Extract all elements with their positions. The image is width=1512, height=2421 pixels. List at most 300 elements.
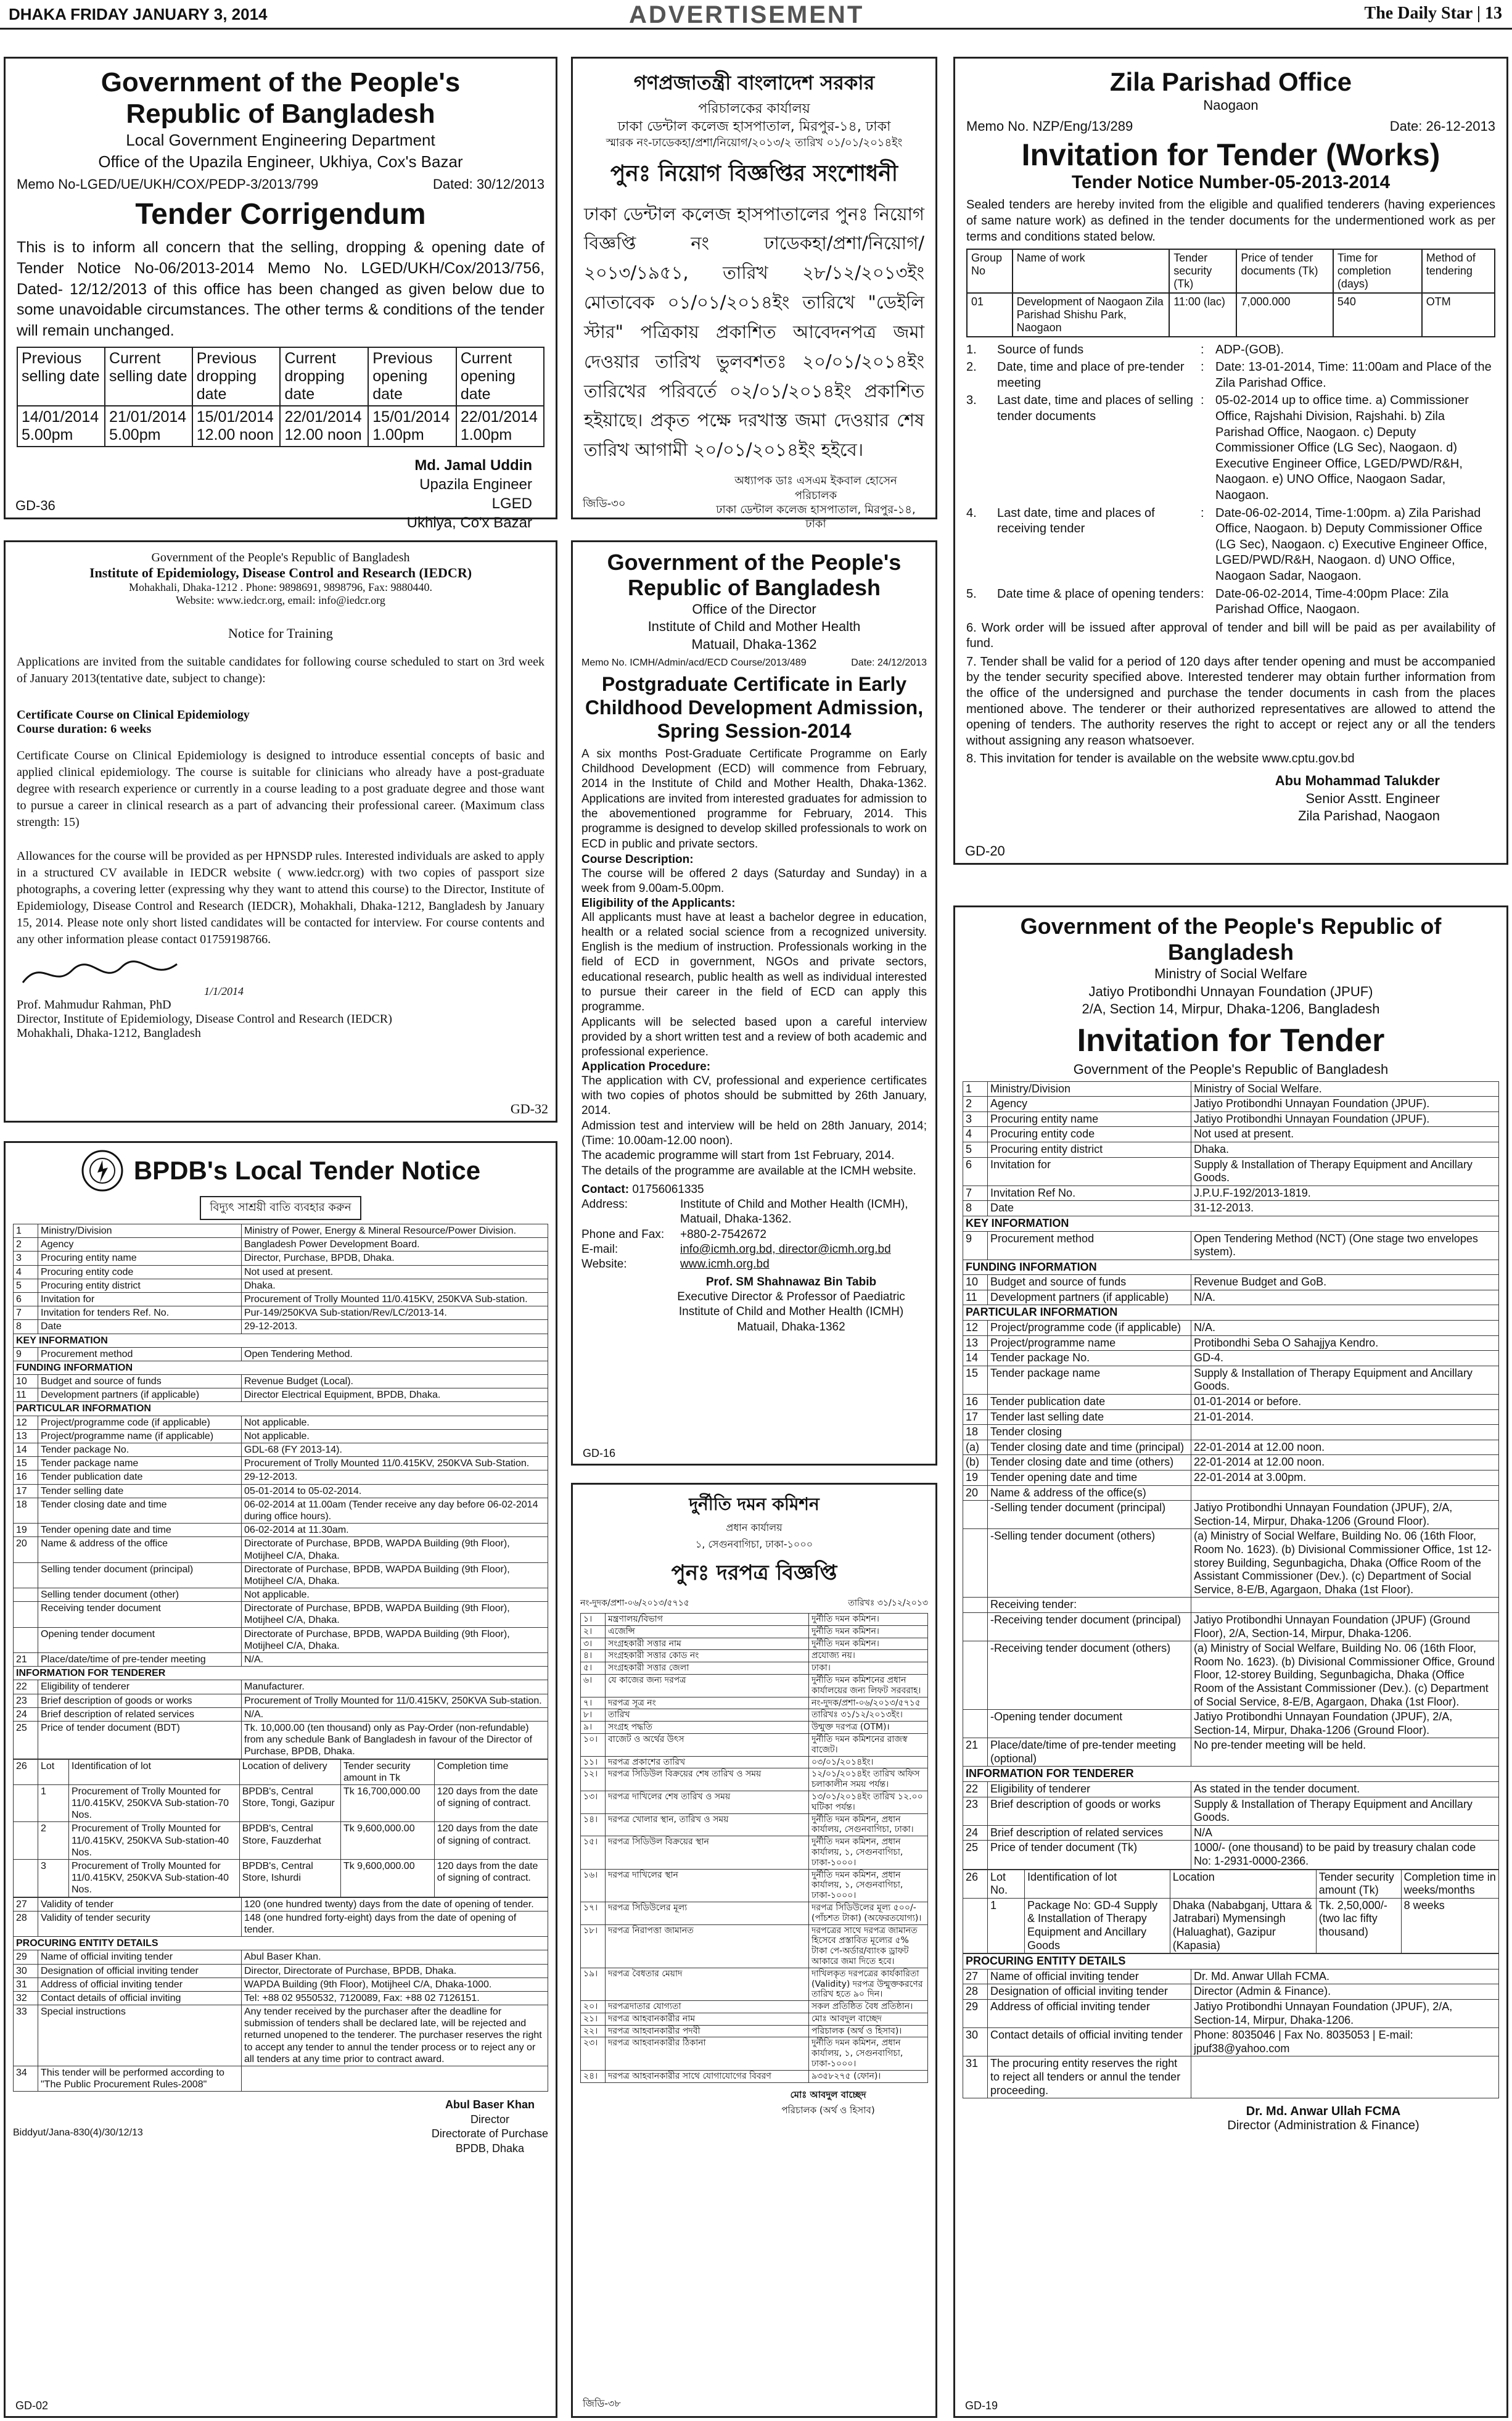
ad7-sig-title: পরিচালক (অর্থ ও হিসাব) — [781, 2104, 875, 2116]
ad3-title: Zila Parishad Office — [1109, 67, 1352, 96]
ad8-sub3: 2/A, Section 14, Mirpur, Dhaka-1206, Bangladesh — [1082, 1001, 1380, 1017]
row-label: Contact details of official inviting — [38, 1991, 242, 2005]
ad5-p-details: The details of the programme are available at the ICMH website. — [581, 1164, 916, 1178]
ad3-sig-name: Abu Mohammad Talukder — [1275, 773, 1440, 789]
row-value: তারিখঃ ৩১/১২/২০১৩ইং। — [809, 1709, 928, 1722]
ad5-phonefax: +880-2-7542672 — [680, 1227, 766, 1241]
row-label: Name & address of the office(s) — [988, 1485, 1191, 1501]
row-number: ৫। — [581, 1662, 606, 1675]
table-row — [14, 1238, 548, 1252]
row-value: Procurement of Trolly Mounted for 11/0.415KV, 250KVA Sub-station. — [242, 1694, 548, 1707]
row-value: দুর্নীতি দমন কমিশন। — [809, 1614, 928, 1626]
table-row — [581, 2001, 928, 2013]
table-row — [963, 1305, 1499, 1321]
ad1-td: 14/01/2014 5.00pm — [17, 406, 105, 447]
row-number: ৩। — [581, 1638, 606, 1650]
table-row — [14, 1627, 548, 1652]
row-number: 31 — [14, 1978, 38, 1991]
ad5-title2: Republic of Bangladesh — [627, 575, 881, 601]
row-number: 14 — [14, 1443, 38, 1457]
row-value: GDL-68 (FY 2013-14). — [242, 1443, 548, 1457]
ad7-info-table — [580, 1613, 928, 2083]
lot-cell: Procurement of Trolly Mounted for 11/0.415KV, 250KVA Sub-station-40 Nos. — [69, 1822, 240, 1860]
ad8-lot-td: Dhaka (Nababganj, Uttara & Jatrabari) Mymensingh (Haluaghat), Gazipur (Kapasia) — [1170, 1898, 1316, 1953]
ad1-td: 15/01/2014 1.00pm — [368, 406, 456, 447]
row-value: Pur-149/250KVA Sub-station/Rev/LC/2013-14. — [242, 1306, 548, 1320]
lot-cell: 120 days from the date of signing of contract. — [434, 1860, 548, 1897]
table-row — [14, 1484, 548, 1498]
table-cell: 26 — [963, 1870, 988, 1898]
row-number: 5 — [14, 1279, 38, 1292]
ad2-sig2: পরিচালক — [794, 489, 837, 502]
table-row — [581, 1722, 928, 1734]
ad5-sig-title3: Matuail, Dhaka-1362 — [737, 1320, 845, 1334]
ad5-email-label: E-mail: — [581, 1243, 618, 1256]
table-row — [581, 1791, 928, 1813]
row-value: Procurement of Trolly Mounted 11/0.415KV, 250KVA Sub-station. — [242, 1292, 548, 1306]
row-number: ৭। — [581, 1697, 606, 1709]
row-label: Brief description of goods or works — [988, 1797, 1191, 1825]
row-number: ১। — [581, 1614, 606, 1626]
row-value: GD-4. — [1191, 1351, 1499, 1366]
ad1-th: Previous selling date — [17, 347, 105, 406]
table-row — [963, 1112, 1499, 1127]
ad8-info-table — [963, 1081, 1499, 1870]
row-label: দরপত্র সিডিউল বিক্রয়ের শেষ তারিখ ও সময় — [606, 1768, 809, 1791]
row-number: ১০। — [581, 1733, 606, 1756]
row-value: N/A. — [242, 1653, 548, 1667]
ad3-work-table — [966, 249, 1495, 337]
row-value: (a) Ministry of Social Welfare, Building No. 06 (16th Floor, Room No. 1623). (b) Divisional Commissioner Office, Ground Floor, 12-storey Building, Segunbagicha, Dhaka (Office Room of the Assistant Commissioner (Dev.). (c) Department of Social Service, 8-E/B, Agargaon, Dhaka (1st Floor). — [1191, 1641, 1499, 1710]
table-row — [963, 1710, 1499, 1738]
table-row — [14, 1306, 548, 1320]
table-row — [963, 1395, 1499, 1410]
row-value: Revenue Budget and GoB. — [1191, 1275, 1499, 1290]
ad7-sig-name: মোঃ আবদুল বাচ্ছেদ — [790, 2089, 866, 2100]
row-value: Not used at present. — [1191, 1127, 1499, 1142]
row-label: সংগ্রহকারী সত্তার নাম — [606, 1638, 809, 1650]
item-label: Last date, time and places of receiving tender — [997, 506, 1155, 536]
row-number: 19 — [963, 1470, 988, 1486]
row-value: দুর্নীতি দমন কমিশন, প্রধান কার্যালয়, ১, সেগুনবাগিচা, ঢাকা-১০০০। — [809, 1869, 928, 1902]
ad3-sig-title2: Zila Parishad, Naogaon — [1298, 808, 1440, 824]
ad3-gd: GD-20 — [965, 843, 1005, 859]
row-label: Receiving tender document — [38, 1602, 242, 1627]
ad3-notice: Tender Notice Number-05-2013-2014 — [1071, 171, 1391, 192]
row-number: 25 — [963, 1841, 988, 1869]
ad8-sig-name: Dr. Md. Anwar Ullah FCMA — [1246, 2105, 1401, 2119]
table-row — [963, 1485, 1499, 1501]
row-value: দুর্নীতি দমন কমিশনের রাজস্ব বাজেট। — [809, 1733, 928, 1756]
table-row — [581, 1813, 928, 1836]
row-label: Opening tender document — [38, 1627, 242, 1652]
row-value: 05-01-2014 to 05-02-2014. — [242, 1484, 548, 1498]
row-value: 120 (one hundred twenty) days from the date of opening of tender. — [242, 1897, 548, 1911]
row-value: N/A. — [1191, 1321, 1499, 1336]
ad8-lot-td: Package No: GD-4 Supply & Installation of Therapy Equipment and Ancillary Goods — [1025, 1898, 1170, 1953]
row-number: ৮। — [581, 1709, 606, 1722]
row-label: Eligibility of tenderer — [988, 1782, 1191, 1797]
table-row — [963, 1260, 1499, 1275]
section-header: INFORMATION FOR TENDERER — [14, 1667, 548, 1680]
ad5-p-test: Admission test and interview will be held on 28th January, 2014; (Time: 10.00am-12.00 noon). — [581, 1119, 927, 1147]
masthead-page: 13 — [1485, 4, 1502, 23]
row-label: Tender package name — [988, 1366, 1191, 1394]
table-row — [963, 1598, 1499, 1613]
row-number: 8 — [14, 1320, 38, 1334]
table-row — [14, 1897, 548, 1911]
section-header: KEY INFORMATION — [14, 1334, 548, 1347]
row-number: 22 — [14, 1680, 38, 1694]
row-number: 25 — [14, 1721, 38, 1759]
row-value: Jatiyo Protibondhi Unnayan Foundation (JPUF), 2/A, Section-14, Mirpur, Dhaka-1206 (Ground Floor). — [1191, 1710, 1499, 1738]
row-label: দরপত্র দাখিলের স্থান — [606, 1869, 809, 1902]
ad3-td: Development of Naogaon Zila Parishad Shishu Park, Naogaon — [1013, 293, 1170, 337]
ad3-sub: Naogaon — [1203, 97, 1259, 113]
row-number: 2 — [14, 1238, 38, 1252]
row-value: 29-12-2013. — [242, 1320, 548, 1334]
ad8-signature — [1148, 2105, 1499, 2133]
ad5-signature — [655, 1275, 927, 1335]
row-value — [1191, 1485, 1499, 1501]
table-row — [581, 1756, 928, 1768]
row-label: Tender closing date and time (others) — [988, 1455, 1191, 1470]
row-number: 28 — [963, 1984, 988, 2000]
table-cell: 26 — [14, 1759, 38, 1784]
page-masthead — [0, 0, 1512, 30]
ad4-sig-date: 1/1/2014 — [204, 985, 244, 997]
row-value: Revenue Budget (Local). — [242, 1375, 548, 1388]
row-number: ৯। — [581, 1722, 606, 1734]
table-row — [14, 1991, 548, 2005]
row-number: ২১। — [581, 2013, 606, 2025]
row-label: দরপত্র প্রকাশের তারিখ — [606, 1756, 809, 1768]
row-number: 3 — [963, 1112, 988, 1127]
table-row — [963, 1738, 1499, 1767]
row-label: Invitation Ref No. — [988, 1186, 1191, 1201]
table-row — [14, 2066, 548, 2092]
table-row — [14, 1416, 548, 1429]
lot-cell: 3 — [38, 1860, 69, 1897]
table-row — [963, 1201, 1499, 1216]
row-label: Validity of tender — [38, 1897, 242, 1911]
row-value: (a) Ministry of Social Welfare, Building No. 06 (16th Floor, Room No. 1623). (b) Divisional Commissioner Office, 1st 12-storey Building, Segunbagicha, Dhaka (Office Room of the Assistant Commissioner (Dev.). (c) Department of Social Service, 8-E/B, Agargaon, Dhaka (1st Floor). — [1191, 1529, 1499, 1598]
row-value: Ministry of Power, Energy & Mineral Resource/Power Division. — [242, 1224, 548, 1238]
row-label: Special instructions — [38, 2005, 242, 2066]
table-cell — [963, 1898, 988, 1953]
ad3-note: 7. Tender shall be valid for a period of 120 days after tender opening and must be accompanied by the tender security specified above. Interested tenderer may obtain further information from the office of the undersigned and purchase the tender documents in cash from the places mentioned above. The tenderer or their authorized representatives are allowed to attend the opening of tenders. The authority reserves the right to accept or reject any or all the tenders without assigning any reason whatsoever. — [966, 654, 1495, 748]
row-label: Project/programme name — [988, 1335, 1191, 1351]
ad1-dated: Dated: 30/12/2013 — [432, 176, 544, 192]
row-label: দরপত্র খোলার স্থান, তারিখ ও সময় — [606, 1813, 809, 1836]
ad5-email[interactable]: info@icmh.org.bd, director@icmh.org.bd — [680, 1243, 891, 1256]
table-row — [14, 1537, 548, 1562]
table-row — [14, 1347, 548, 1361]
ad5-sig-name: Prof. SM Shahnawaz Bin Tabib — [705, 1275, 877, 1289]
row-number: 23 — [14, 1694, 38, 1707]
ad-zila-parishad — [953, 57, 1508, 865]
ad1-body: This is to inform all concern that the selling, dropping & opening date of Tender Notice No-06/2013-2014 Memo No. LGED/UKH/Cox/2013/756, Dated- 12/12/2013 of this office has been changed as given below due to some unavoidable circumstances. The other terms & conditions of the tender will remain unchanged. — [17, 239, 544, 340]
table-row — [963, 1825, 1499, 1841]
row-number: 34 — [14, 2066, 38, 2092]
ad5-p1: A six months Post-Graduate Certificate Programme on Early Childhood Development (ECD) will commence from February, 2014 in the Institute of Child and Mother Health, Dhaka-1362. Applications are invited from interested graduates for admission to the abovementioned programme for February, 2014. This programme is designed to develop skilled professionals to work on ECD in public and private sectors. — [581, 747, 927, 851]
ad4-sig-name: Prof. Mahmudur Rahman, PhD — [17, 998, 171, 1012]
row-label: দরপত্র সিডিউল বিক্রয়ের স্থান — [606, 1836, 809, 1869]
ad-iedcr-training — [4, 540, 557, 1123]
ad2-body: ঢাকা ডেন্টাল কলেজ হাসপাতালের পুনঃ নিয়োগ বিজ্ঞপ্তি নং ঢাডেকহা/প্রশা/নিয়োগ/২০১৩/১৯৫১, তারিখ ২৮/১২/২০১৩ইং মোতাবেক ০১/০১/২০১৪ইং তারিখে "ডেইলি স্টার" পত্রিকায় প্রকাশিত আবেদনপত্র জমা দেওয়ার তারিখ ভুলবশতঃ ২০/০১/২০১৪ইং তারিখের পরিবর্তে ০২/০১/২০১৪ইং প্রকাশিত হইয়াছে। প্রকৃত পক্ষে দরখাস্ত জমা দেওয়ার শেষ তারিখ আগামী ২০/০১/২০১৪ইং হইবে। — [584, 203, 924, 461]
row-number: 16 — [14, 1470, 38, 1484]
row-value: Supply & Installation of Therapy Equipment and Ancillary Goods. — [1191, 1366, 1499, 1394]
ad3-note: 6. Work order will be issued after approval of tender and bill will be paid as per availability of fund. — [966, 621, 1495, 651]
item-value: Date-06-02-2014, Time-1:00pm. a) Zila Parishad Office, Naogaon. b) Deputy Commissioner Office (LG Sec), Naogaon. c) Executive Engineer Office, LGED/PWD/R&H, Naogaon. d) UNO Office, Naogaon Sadar, Naogaon. — [1215, 506, 1487, 583]
table-row — [14, 1707, 548, 1721]
ad8-lot-th: Lot No. — [988, 1870, 1025, 1898]
row-label: Selling tender document (other) — [38, 1588, 242, 1602]
row-number: 29 — [963, 1999, 988, 2027]
ad4-web: Website: www.iedcr.org, email: info@iedcr.org — [176, 594, 385, 606]
row-number: 22 — [963, 1782, 988, 1797]
row-label: -Selling tender document (others) — [988, 1529, 1191, 1598]
ad5-p-course: The course will be offered 2 days (Saturday and Sunday) in a week from 9.00am-5.00pm. — [581, 867, 927, 896]
item-value: ADP-(GOB). — [1215, 342, 1284, 357]
ad2-memo: স্মারক নং-ঢাডেকহা/প্রশা/নিয়োগ/২০১৩/২ তারিখ ০১/০১/২০১৪ইং — [606, 136, 903, 150]
row-label: Tender closing date and time — [38, 1498, 242, 1523]
table-row — [14, 1279, 548, 1292]
row-value: Not applicable. — [242, 1588, 548, 1602]
row-value: 21-01-2014. — [1191, 1409, 1499, 1425]
row-value: Manufacturer. — [242, 1680, 548, 1694]
row-value: ১২/০১/২০১৪ইং তারিখ অফিস চলাকালীন সময় পর্যন্ত। — [809, 1768, 928, 1791]
row-label: Procuring entity code — [38, 1265, 242, 1279]
ad3-td: 11:00 (lac) — [1169, 293, 1236, 337]
row-value: Dr. Md. Anwar Ullah FCMA. — [1191, 1969, 1499, 1984]
row-label: Procurement method — [38, 1347, 242, 1361]
section-header: PARTICULAR INFORMATION — [14, 1402, 548, 1416]
row-value: দুর্নীতি দমন কমিশনের প্রধান কার্যালয়ের জন্য লিফট সরবরাহ। — [809, 1674, 928, 1697]
row-label: Tender closing date and time (principal) — [988, 1440, 1191, 1455]
table-row — [14, 1334, 548, 1347]
table-row — [963, 2056, 1499, 2098]
row-label: Brief description of related services — [988, 1825, 1191, 1841]
lot-cell: 120 days from the date of signing of contract. — [434, 1822, 548, 1860]
ad5-gd: GD-16 — [583, 1447, 616, 1459]
row-label: Procuring entity code — [988, 1127, 1191, 1142]
row-value: Directorate of Purchase, BPDB, WAPDA Building (9th Floor), Motijheel C/A, Dhaka. — [242, 1602, 548, 1627]
row-number: 18 — [14, 1498, 38, 1523]
row-value: WAPDA Building (9th Floor), Motijheel C/A, Dhaka-1000. — [242, 1978, 548, 1991]
ad3-note: 8. This invitation for tender is available on the website www.cptu.gov.bd — [966, 752, 1355, 766]
row-label: Address of official inviting tender — [38, 1978, 242, 1991]
table-row — [14, 1602, 548, 1627]
row-number: ১৪। — [581, 1813, 606, 1836]
row-label: Price of tender document (Tk) — [988, 1841, 1191, 1869]
table-row — [963, 1501, 1499, 1529]
ad5-addr: Institute of Child and Mother Health (ICMH), Matuail, Dhaka-1362. — [680, 1198, 908, 1226]
ad7-gd: জিডি-৩৮ — [583, 2398, 621, 2409]
table-row — [963, 1081, 1499, 1097]
table-row — [963, 1425, 1499, 1440]
table-row — [581, 1709, 928, 1722]
row-value: Not applicable. — [242, 1416, 548, 1429]
row-number — [14, 1588, 38, 1602]
ad5-sub3: Matuail, Dhaka-1362 — [691, 636, 817, 652]
ad6-info-table2 — [13, 1897, 548, 2092]
row-number: 1 — [963, 1081, 988, 1097]
ad7-sub2: ১, সেগুনবাগিচা, ঢাকা-১০০০ — [695, 1538, 813, 1550]
row-number: 20 — [963, 1485, 988, 1501]
table-row — [963, 1440, 1499, 1455]
lot-cell: 2 — [38, 1822, 69, 1860]
masthead-section: ADVERTISEMENT — [629, 1, 865, 28]
ad8-lot-th: Identification of lot — [1025, 1870, 1170, 1898]
row-number: 18 — [963, 1425, 988, 1440]
ad1-sig-title2: LGED — [491, 495, 532, 513]
lot-cell: Tk 16,700,000.00 — [340, 1784, 434, 1822]
lot-row — [14, 1784, 548, 1822]
row-label: Place/date/time of pre-tender meeting (optional) — [988, 1738, 1191, 1767]
ad7-memo-row — [580, 1596, 928, 1611]
table-row — [581, 1650, 928, 1662]
row-value: 22-01-2014 at 12.00 noon. — [1191, 1440, 1499, 1455]
row-label: Tender package No. — [988, 1351, 1191, 1366]
row-number: ১৬। — [581, 1869, 606, 1902]
row-number: 30 — [963, 2028, 988, 2056]
row-value: J.P.U.F-192/2013-1819. — [1191, 1186, 1499, 1201]
ad2-heading: পুনঃ নিয়োগ বিজ্ঞপ্তির সংশোধনী — [610, 160, 898, 186]
row-value: দাখিলকৃত দরপত্রের কার্যকারিতা (Validity) দরপত্র উন্মুক্তকরণের তারিখ হতে ৯০ দিন। — [809, 1968, 928, 2000]
ad4-addr: Mohakhali, Dhaka-1212 . Phone: 9898691, 9898796, Fax: 9880440. — [129, 581, 432, 593]
ad3-td: 540 — [1333, 293, 1422, 337]
lot-cell: Procurement of Trolly Mounted for 11/0.415KV, 250KVA Sub-station-40 Nos. — [69, 1860, 240, 1897]
list-item: 2. Date, time and place of pre-tender meeting : Date: 13-01-2014, Time: 11:00am and Place of the Zila Parishad Office. — [966, 360, 1495, 391]
table-row — [14, 1224, 548, 1238]
row-number: 27 — [963, 1969, 988, 1984]
row-label: দরপত্র নিরাপত্তা জামানত — [606, 1924, 809, 1968]
row-label: -Receiving tender document (principal) — [988, 1612, 1191, 1641]
ad4-sig-title: Director, Institute of Epidemiology, Disease Control and Research (IEDCR) — [17, 1012, 392, 1026]
list-item: 4. Last date, time and places of receiving tender : Date-06-02-2014, Time-1:00pm. a) Zila Parishad Office, Naogaon. b) Deputy Commissioner Office (LG Sec), Naogaon. c) Executive Engineer Office, LGED/PWD/R&H, Naogaon. d) UNO Office, Naogaon Sadar, Naogaon. — [966, 506, 1495, 585]
ad6-slogan: বিদ্যুৎ সাশ্রয়ী বাতি ব্যবহার করুন — [200, 1196, 361, 1220]
table-row — [14, 1667, 548, 1680]
row-label: Price of tender document (BDT) — [38, 1721, 242, 1759]
table-row — [963, 1455, 1499, 1470]
lot-cell: BPDB's, Central Store, Tongi, Gazipur — [239, 1784, 340, 1822]
ad5-web[interactable]: www.icmh.org.bd — [680, 1258, 770, 1271]
ad1-signature — [17, 456, 532, 533]
row-number: 11 — [963, 1290, 988, 1305]
table-row — [14, 1402, 548, 1416]
ad5-p-sel: Applicants will be selected based upon a careful interview provided by a short written test and a review of both academic and professional experience. — [581, 1015, 927, 1059]
row-value — [1191, 1425, 1499, 1440]
row-label: Ministry/Division — [988, 1081, 1191, 1097]
masthead-dateline: DHAKA FRIDAY JANUARY 3, 2014 — [9, 5, 268, 23]
lot-cell: 1 — [38, 1784, 69, 1822]
row-label: Ministry/Division — [38, 1224, 242, 1238]
table-row — [14, 1320, 548, 1334]
table-row — [963, 1142, 1499, 1157]
row-label: -Receiving tender document (others) — [988, 1641, 1191, 1710]
row-number: ২৪। — [581, 2070, 606, 2082]
row-value: Tel: +88 02 9550532, 7120089, Fax: +88 02 7126151. — [242, 1991, 548, 2005]
ad1-sub2: Office of the Upazila Engineer, Ukhiya, Cox's Bazar — [98, 152, 463, 171]
row-number: 24 — [963, 1825, 988, 1841]
table-row — [14, 1443, 548, 1457]
section-header: FUNDING INFORMATION — [14, 1361, 548, 1374]
ad5-web-label: Website: — [581, 1258, 627, 1271]
table-cell — [14, 1860, 38, 1897]
section-header: FUNDING INFORMATION — [963, 1260, 1499, 1275]
row-label: -Opening tender document — [988, 1710, 1191, 1738]
masthead-paper: The Daily Star | 13 — [1364, 4, 1502, 23]
ad4-course: Certificate Course on Clinical Epidemiology — [17, 708, 250, 722]
row-label: Procurement method — [988, 1231, 1191, 1260]
row-number — [14, 1602, 38, 1627]
row-label: Invitation for — [988, 1157, 1191, 1186]
ad1-td: 21/01/2014 5.00pm — [105, 406, 192, 447]
table-row — [963, 1612, 1499, 1641]
ad8-lot-td: Tk. 2,50,000/- (two lac fifty thousand) — [1316, 1898, 1401, 1953]
ad7-title: দুর্নীতি দমন কমিশন — [689, 1494, 820, 1514]
ad6-info-table — [13, 1224, 548, 1759]
row-number — [14, 1562, 38, 1588]
lot-cell: BPDB's, Central Store, Fauzderhat — [239, 1822, 340, 1860]
row-number: 24 — [14, 1707, 38, 1721]
item-label: Date time & place of opening tenders — [997, 587, 1201, 601]
row-label: Selling tender document (principal) — [38, 1562, 242, 1588]
row-label: দরপত্র সূত্র নং — [606, 1697, 809, 1709]
table-row — [581, 1902, 928, 1924]
row-number: ১১। — [581, 1756, 606, 1768]
table-row — [963, 1275, 1499, 1290]
row-number — [963, 1598, 988, 1613]
table-row — [14, 2005, 548, 2066]
section-header: PROCURING ENTITY DETAILS — [963, 1954, 1499, 1969]
ad8-info-table2 — [963, 1953, 1499, 2098]
ad6-lot-th: Identification of lot — [69, 1759, 240, 1784]
row-value: ১৩/০১/২০১৪ইং তারিখ ১২.০০ ঘটিকা পর্যন্ত। — [809, 1791, 928, 1813]
ad-jpuf-tender — [953, 905, 1508, 2418]
table-row — [963, 1767, 1499, 1782]
row-value: 1000/- (one thousand) to be paid by treasury chalan code No: 1-2931-0000-2366. — [1191, 1841, 1499, 1869]
table-row — [14, 1978, 548, 1991]
row-number: 21 — [963, 1738, 988, 1767]
row-value: দুর্নীতি দমন কমিশন। — [809, 1625, 928, 1638]
row-number — [963, 1529, 988, 1598]
table-row — [581, 1638, 928, 1650]
ad6-title: BPDB's Local Tender Notice — [133, 1156, 481, 1185]
ad5-sub2: Institute of Child and Mother Health — [647, 619, 861, 635]
row-label: Brief description of related services — [38, 1707, 242, 1721]
section-header: PARTICULAR INFORMATION — [963, 1305, 1499, 1321]
row-value: দুর্নীতি দমন কমিশন, প্রধান কার্যালয়, সেগুনবাগিচা, ঢাকা। — [809, 1813, 928, 1836]
row-label: যে কাজের জন্য দরপত্র — [606, 1674, 809, 1697]
row-value: N/A. — [1191, 1290, 1499, 1305]
row-value: Protibondhi Seba O Sahajjya Kendro. — [1191, 1335, 1499, 1351]
masthead-paper-name: The Daily Star — [1364, 4, 1473, 23]
ad3-signature — [966, 772, 1440, 825]
ad-lged-corrigendum — [4, 57, 557, 532]
ad8-gd: GD-19 — [965, 2399, 998, 2412]
row-number: (b) — [963, 1455, 988, 1470]
row-value: Director, Directorate of Purchase, BPDB, Dhaka. — [242, 1964, 548, 1978]
section-header: PROCURING ENTITY DETAILS — [14, 1937, 548, 1950]
row-number: 13 — [963, 1335, 988, 1351]
row-value: পরিচালক (অর্থ ও হিসাব)। — [809, 2025, 928, 2037]
ad5-h-proc: Application Procedure: — [581, 1060, 711, 1073]
ad8-heading: Invitation for Tender — [1077, 1022, 1385, 1058]
row-value: ০৩/০১/২০১৪ইং। — [809, 1756, 928, 1768]
row-label: Contact details of official inviting tender — [988, 2028, 1191, 2056]
